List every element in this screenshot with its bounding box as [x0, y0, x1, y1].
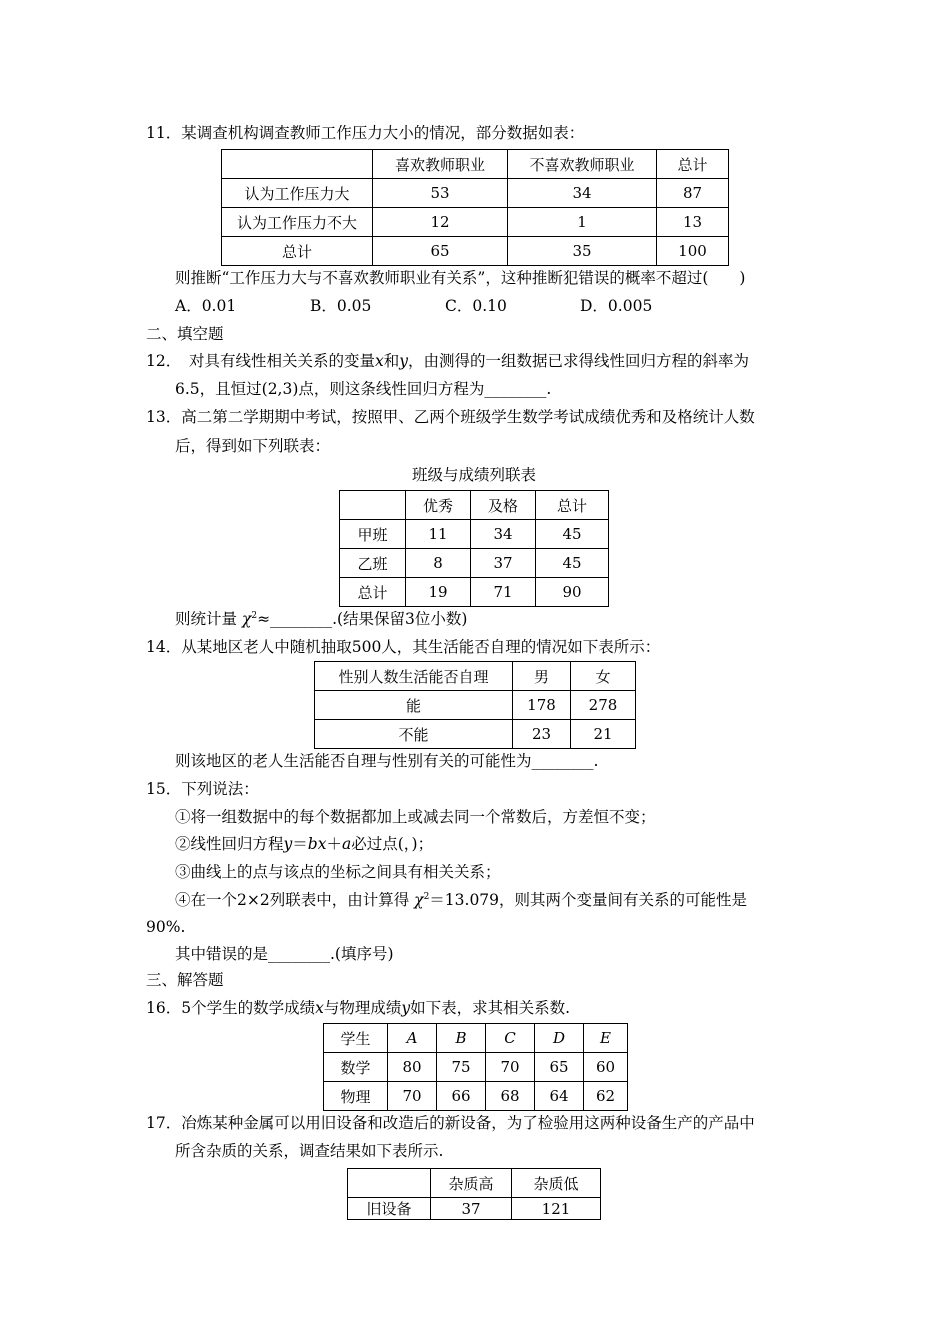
- table-cell: A: [388, 1024, 437, 1053]
- table-row: [315, 662, 636, 691]
- table-cell: D: [535, 1024, 584, 1053]
- table-cell: 34: [508, 179, 657, 208]
- q11-options: [175, 296, 652, 316]
- table-cell: 121: [512, 1198, 601, 1220]
- table-row: [340, 520, 609, 549]
- text: ≈________.(结果保留3位小数): [257, 610, 468, 628]
- table-cell: 女: [571, 662, 636, 691]
- var-bx: bx: [307, 835, 327, 853]
- q15-answer: 其中错误的是________.(填序号): [175, 945, 394, 963]
- q13-answer: [175, 609, 467, 632]
- table-cell: 总计: [536, 491, 609, 520]
- table-cell: E: [584, 1024, 628, 1053]
- q17-line1: 17．冶炼某种金属可以用旧设备和改造后的新设备，为了检验用这两种设备生产的产品中: [146, 1114, 755, 1132]
- q12-line2: 6.5，且恒过(2,3)点，则这条线性回归方程为________.: [175, 380, 552, 398]
- q15-stem: 15．下列说法：: [146, 780, 259, 798]
- table-cell: 性别人数生活能否自理: [315, 662, 513, 691]
- option-b: B．0.05: [310, 297, 372, 315]
- q11-question: 则推断“工作压力大与不喜欢教师职业有关系”，这种推断犯错误的概率不超过( ): [175, 269, 746, 287]
- table-cell: 优秀: [406, 491, 471, 520]
- superscript: 2: [251, 611, 258, 621]
- table-row: [222, 208, 729, 237]
- var-a: a: [341, 835, 352, 853]
- table-cell: 19: [406, 578, 471, 607]
- table-cell: B: [437, 1024, 486, 1053]
- table-row: [324, 1082, 628, 1111]
- table-row: [348, 1198, 601, 1220]
- text: 与物理成绩: [323, 999, 402, 1017]
- table-row: [348, 1169, 601, 1198]
- text: 16．5个学生的数学成绩: [146, 999, 316, 1017]
- table-cell: 总计: [222, 237, 373, 266]
- table-cell: 23: [513, 720, 571, 749]
- text: ＝: [292, 835, 308, 853]
- table-cell: 66: [437, 1082, 486, 1111]
- table-cell: 及格: [471, 491, 536, 520]
- q14-table: [314, 661, 636, 749]
- table-cell: 65: [373, 237, 508, 266]
- table-cell: 45: [536, 520, 609, 549]
- table-cell: 男: [513, 662, 571, 691]
- table-cell: 喜欢教师职业: [373, 150, 508, 179]
- table-cell: 甲班: [340, 520, 406, 549]
- text: ＋: [326, 835, 342, 853]
- section-fill-in: 二、填空题: [146, 325, 224, 343]
- table-cell: [222, 150, 373, 179]
- table-cell: 70: [388, 1082, 437, 1111]
- text: 和: [383, 352, 400, 370]
- table-row: [222, 237, 729, 266]
- var-y: y: [401, 999, 411, 1017]
- q13-table-caption: 班级与成绩列联表: [412, 466, 537, 484]
- table-cell: 总计: [340, 578, 406, 607]
- table-cell: 178: [513, 691, 571, 720]
- table-row: [324, 1053, 628, 1082]
- table-cell: 53: [373, 179, 508, 208]
- table-cell: 34: [471, 520, 536, 549]
- option-c: C．0.10: [445, 297, 507, 315]
- table-row: [340, 491, 609, 520]
- table-cell: 杂质低: [512, 1169, 601, 1198]
- table-cell: 能: [315, 691, 513, 720]
- q12-line1: [146, 351, 749, 371]
- table-cell: 认为工作压力大: [222, 179, 373, 208]
- table-cell: 不喜欢教师职业: [508, 150, 657, 179]
- text: ，由测得的一组数据已求得线性回归方程的斜率为: [408, 352, 750, 370]
- table-cell: 1: [508, 208, 657, 237]
- table-cell: 总计: [657, 150, 729, 179]
- option-a: A．0.01: [175, 297, 237, 315]
- table-cell: [340, 491, 406, 520]
- table-cell: 物理: [324, 1082, 388, 1111]
- q16-table: [323, 1023, 628, 1111]
- table-cell: 64: [535, 1082, 584, 1111]
- table-row: [222, 150, 729, 179]
- table-cell: 杂质高: [431, 1169, 512, 1198]
- table-cell: 60: [584, 1053, 628, 1082]
- table-cell: 35: [508, 237, 657, 266]
- q14-stem: 14．从某地区老人中随机抽取500人，其生活能否自理的情况如下表所示：: [146, 638, 661, 656]
- q14-answer: 则该地区的老人生活能否自理与性别有关的可能性为________.: [175, 752, 599, 770]
- var-y: y: [399, 352, 409, 370]
- q15-item4: [175, 890, 747, 913]
- table-cell: 87: [657, 179, 729, 208]
- table-cell: 不能: [315, 720, 513, 749]
- table-cell: 68: [486, 1082, 535, 1111]
- chi-symbol: χ: [414, 891, 424, 909]
- section-answer: 三、解答题: [146, 971, 224, 989]
- table-cell: 45: [536, 549, 609, 578]
- table-cell: 37: [471, 549, 536, 578]
- table-cell: 21: [571, 720, 636, 749]
- table-row: [340, 578, 609, 607]
- superscript: 2: [423, 892, 430, 902]
- q13-line2: 后，得到如下列联表：: [175, 437, 331, 455]
- table-cell: C: [486, 1024, 535, 1053]
- q15-item4-cont: 90%.: [146, 918, 186, 936]
- table-cell: [348, 1169, 431, 1198]
- table-cell: 65: [535, 1053, 584, 1082]
- table-cell: 8: [406, 549, 471, 578]
- q13-table: [339, 490, 609, 607]
- var-x: x: [374, 352, 384, 370]
- q15-item3: ③曲线上的点与该点的坐标之间具有相关关系；: [175, 863, 501, 881]
- table-cell: 80: [388, 1053, 437, 1082]
- table-cell: 13: [657, 208, 729, 237]
- q11-stem: 11．某调查机构调查教师工作压力大小的情况，部分数据如表：: [146, 124, 585, 142]
- table-cell: 278: [571, 691, 636, 720]
- q17-table: [347, 1168, 601, 1220]
- text: 则统计量: [175, 610, 238, 628]
- text: ＝13.079，则其两个变量间有关系的可能性是: [429, 891, 748, 909]
- table-row: [315, 691, 636, 720]
- q15-item1: ①将一组数据中的每个数据都加上或减去同一个常数后，方差恒不变；: [175, 808, 656, 826]
- table-row: [340, 549, 609, 578]
- q16-stem: [146, 998, 570, 1018]
- text: 12． 对具有线性相关关系的变量: [146, 352, 375, 370]
- table-row: [324, 1024, 628, 1053]
- q17-line2: 所含杂质的关系，调查结果如下表所示.: [175, 1142, 444, 1160]
- table-cell: 学生: [324, 1024, 388, 1053]
- table-cell: 75: [437, 1053, 486, 1082]
- text: ④在一个2×2列联表中，由计算得: [175, 891, 410, 909]
- table-cell: 旧设备: [348, 1198, 431, 1220]
- q15-item2: [175, 834, 433, 854]
- table-cell: 11: [406, 520, 471, 549]
- chi-symbol: χ: [241, 610, 252, 628]
- table-cell: 37: [431, 1198, 512, 1220]
- q13-line1: 13．高二第二学期期中考试，按照甲、乙两个班级学生数学考试成绩优秀和及格统计人数: [146, 408, 755, 426]
- text: 如下表，求其相关系数.: [410, 999, 571, 1017]
- text: ②线性回归方程: [175, 835, 284, 853]
- table-cell: 数学: [324, 1053, 388, 1082]
- text: 必过点(，)；: [351, 835, 434, 853]
- table-cell: 100: [657, 237, 729, 266]
- table-cell: 认为工作压力不大: [222, 208, 373, 237]
- table-cell: 12: [373, 208, 508, 237]
- table-row: [315, 720, 636, 749]
- table-cell: 70: [486, 1053, 535, 1082]
- option-d: D．0.005: [580, 297, 653, 315]
- var-x: x: [315, 999, 324, 1017]
- table-cell: 62: [584, 1082, 628, 1111]
- table-cell: 71: [471, 578, 536, 607]
- var-y: y: [283, 835, 293, 853]
- table-cell: 乙班: [340, 549, 406, 578]
- table-row: [222, 179, 729, 208]
- q11-table: [221, 149, 729, 266]
- table-cell: 90: [536, 578, 609, 607]
